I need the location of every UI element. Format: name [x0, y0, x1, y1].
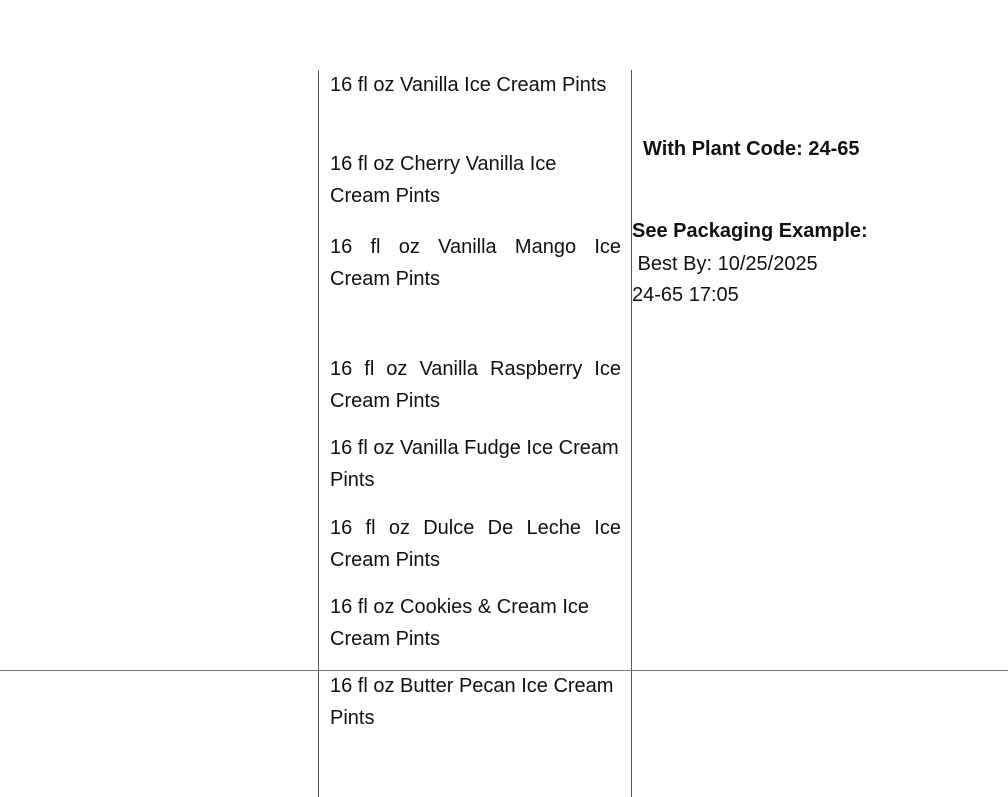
product-item: 16 fl oz Vanilla Ice Cream Pints — [330, 74, 607, 96]
packaging-example-heading: See Packaging Example: — [632, 220, 868, 242]
plant-code-label: With Plant Code: 24-65 — [643, 138, 860, 160]
table-divider-right — [631, 70, 632, 797]
lot-code-time: 24-65 17:05 — [632, 284, 739, 306]
product-item: 16 fl oz Butter Pecan Ice Cream Pints — [330, 675, 614, 729]
product-item: 16 fl oz Vanilla Fudge Ice Cream Pints — [330, 437, 619, 491]
product-item: 16 fl oz Dulce De Leche Ice Cream Pints — [330, 517, 621, 571]
product-item: 16 fl oz Vanilla Mango Ice Cream Pints — [330, 236, 621, 290]
product-item: 16 fl oz Cookies & Cream Ice Cream Pints — [330, 596, 589, 650]
product-item: 16 fl oz Cherry Vanilla Ice Cream Pints — [330, 153, 557, 207]
best-by-date: Best By: 10/25/2025 — [632, 253, 818, 275]
table-divider-left — [318, 70, 319, 797]
product-item: 16 fl oz Vanilla Raspberry Ice Cream Pints — [330, 358, 621, 412]
